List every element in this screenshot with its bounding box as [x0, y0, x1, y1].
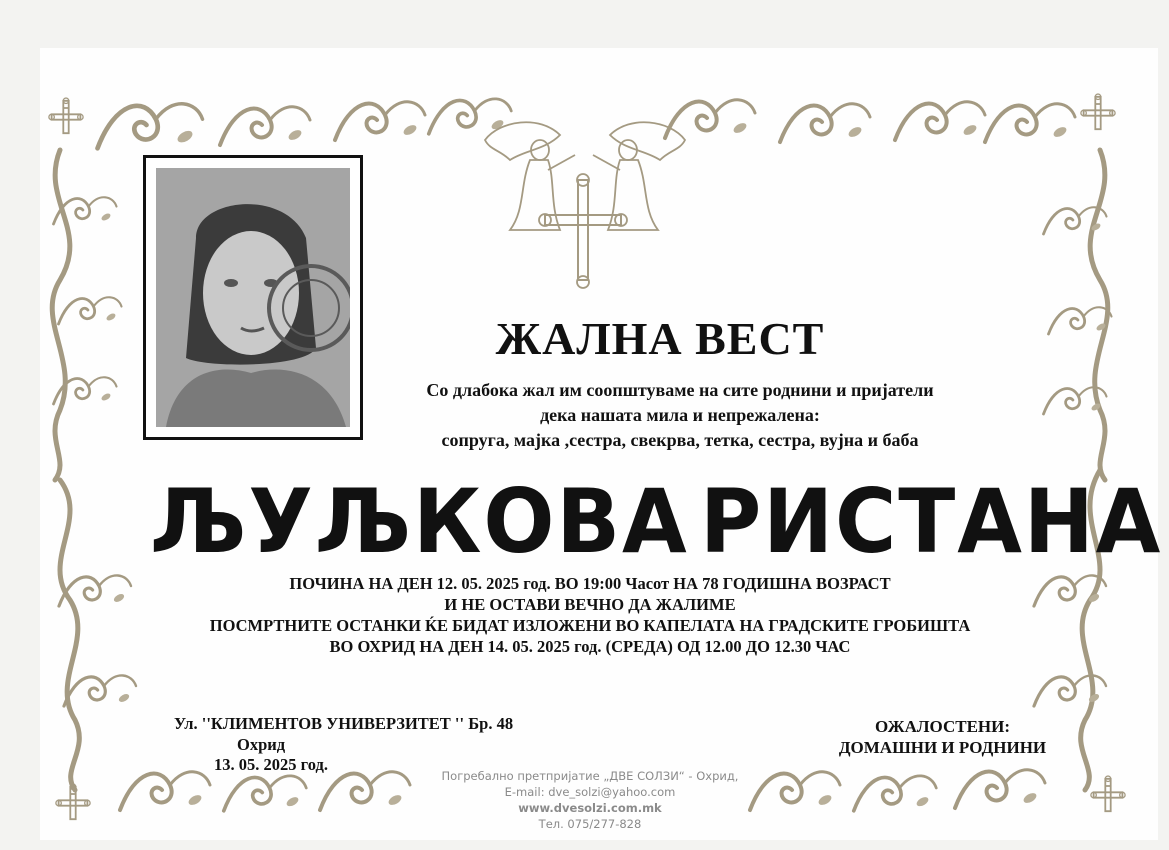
mourners-label: ОЖАЛОСТЕНИ: — [874, 717, 1011, 736]
notice-title: ЖАЛНА ВЕСТ — [495, 313, 825, 364]
deceased-given-name: РИСТАНА — [700, 470, 1163, 573]
ornament-left-lower — [59, 480, 136, 790]
agency-email: E-mail: dve_solzi@yahoo.com — [504, 785, 676, 799]
details-line: ПОЧИНА НА ДЕН 12. 05. 2025 год. ВО 19:00 Часот НА 78 ГОДИШНА ВОЗРАСТ — [289, 574, 891, 593]
intro-line: дека нашата мила и непрежалена: — [540, 405, 820, 425]
mourners-names: ДОМАШНИ И РОДНИНИ — [838, 738, 1047, 757]
details-line: И НЕ ОСТАВИ ВЕЧНО ДА ЖАЛИМЕ — [444, 595, 736, 614]
address-street: Ул. ''КЛИМЕНТОВ УНИВЕРЗИТЕТ '' Бр. 48 — [174, 714, 514, 733]
agency-phone: Тел. 075/277-828 — [538, 817, 642, 831]
angels-cross-emblem — [485, 122, 685, 288]
ornament-bottom-right — [750, 770, 1125, 811]
deceased-portrait-frame — [143, 155, 363, 440]
mourners-block — [820, 716, 1065, 758]
details-line: ПОСМРТНИТЕ ОСТАНКИ ЌЕ БИДАТ ИЗЛОЖЕНИ ВО КАПЕЛАТА НА ГРАДСКИТЕ ГРОБИШТА — [209, 616, 971, 635]
agency-website: www.dvesolzi.com.mk — [518, 801, 662, 815]
details-line: ВО ОХРИД НА ДЕН 14. 05. 2025 год. (СРЕДА) ОД 12.00 ДО 12.30 ЧАС — [329, 637, 851, 656]
ornament-bottom-left — [56, 772, 410, 819]
address-city: Охрид — [237, 735, 286, 754]
intro-text — [380, 378, 980, 453]
intro-line: сопруга, мајка ,сестра, свекрва, тетка, сестра, вујна и баба — [441, 430, 919, 450]
funeral-agency-footer — [420, 768, 760, 832]
notice-date: 13. 05. 2025 год. — [214, 755, 328, 774]
intro-line: Со длабока жал им соопштуваме на сите роднини и пријатели — [426, 380, 934, 400]
deceased-portrait-photo — [156, 168, 350, 427]
funeral-details — [140, 573, 1040, 657]
agency-name: Погребално претпријатие „ДВЕ СОЛЗИ“ - Охрид, — [441, 769, 739, 783]
deceased-surname: ЉУЉКОВА — [150, 470, 689, 573]
